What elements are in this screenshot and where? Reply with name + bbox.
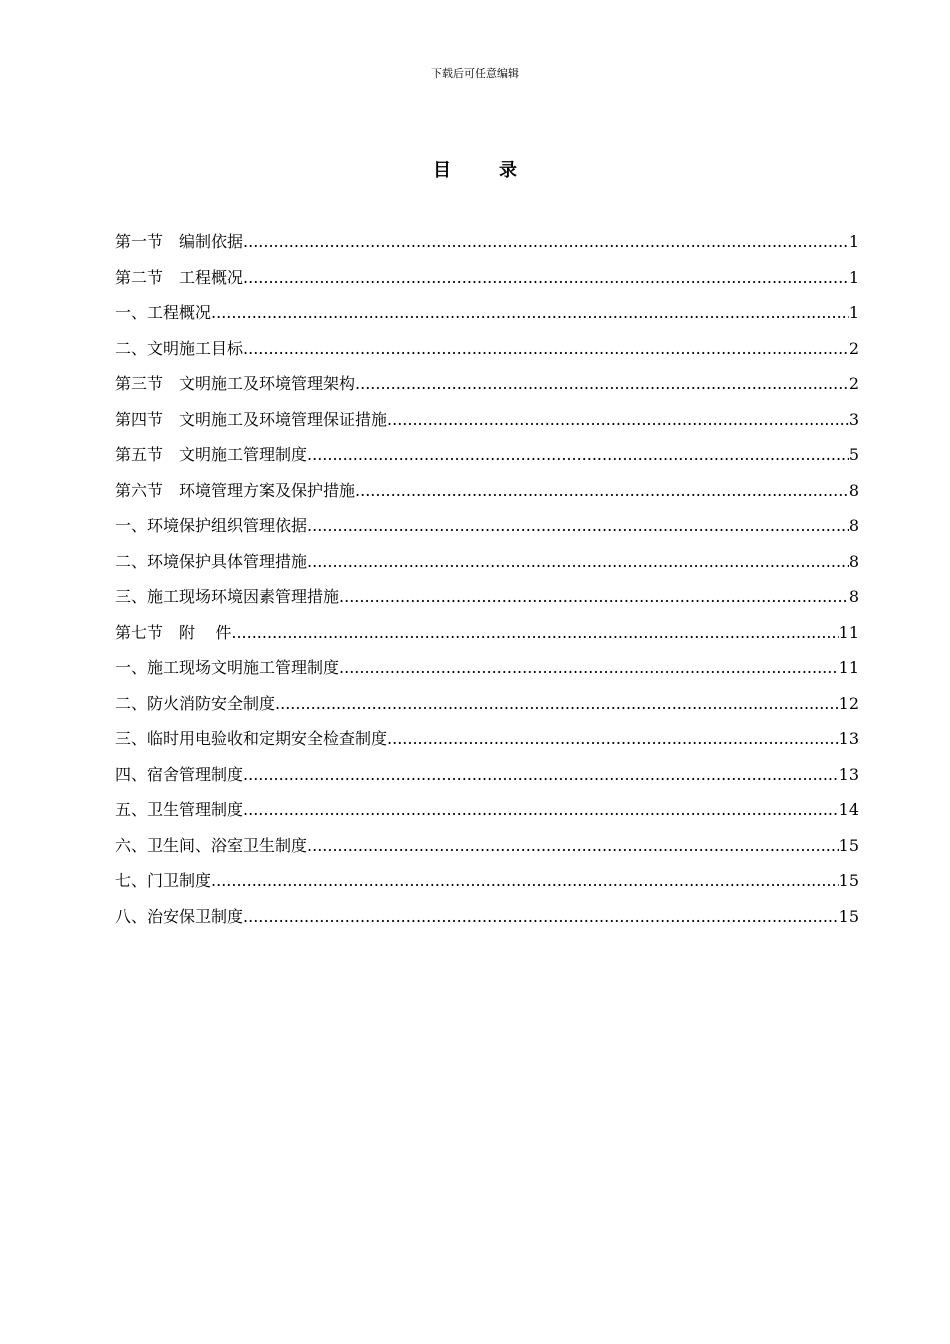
toc-entry-title: 二、文明施工目标 — [115, 338, 244, 358]
toc-entry[interactable] — [115, 402, 859, 438]
toc-leader-dots — [387, 402, 849, 438]
toc-entry-title: 编制依据 — [179, 232, 244, 251]
toc-entry-page: 13 — [838, 764, 859, 784]
toc-entry[interactable] — [115, 615, 859, 651]
toc-entry[interactable] — [115, 686, 859, 722]
toc-entry-title: 文明施工及环境管理架构 — [179, 374, 356, 393]
toc-leader-dots — [339, 579, 849, 615]
toc-entry-title: 六、卫生间、浴室卫生制度 — [115, 835, 308, 855]
toc-entry-title: 二、环境保护具体管理措施 — [115, 551, 308, 571]
toc-entry-title: 三、临时用电验收和定期安全检查制度 — [115, 729, 388, 748]
toc-leader-dots — [211, 863, 839, 899]
toc-entry-title: 文明施工管理制度 — [179, 445, 308, 464]
toc-entry-title: 一、环境保护组织管理依据 — [115, 516, 308, 535]
toc-entry[interactable] — [115, 437, 859, 473]
toc-entry-page: 8 — [848, 587, 859, 606]
toc-entry-title: 附 件 — [179, 622, 232, 642]
toc-entry[interactable] — [115, 899, 859, 935]
toc-entry-page: 15 — [838, 871, 859, 890]
toc-entry-page: 14 — [838, 800, 859, 819]
toc-entry-title: 二、防火消防安全制度 — [115, 693, 276, 713]
toc-entry[interactable] — [115, 757, 859, 793]
toc-entry-page: 1 — [848, 232, 859, 251]
toc-entry-number: 第六节 — [115, 480, 164, 500]
toc-entry[interactable] — [115, 579, 859, 615]
toc-leader-dots — [307, 544, 849, 580]
toc-entry-page: 15 — [838, 906, 859, 926]
toc-entry-title: 四、宿舍管理制度 — [115, 764, 244, 784]
toc-entry-page: 2 — [848, 338, 859, 358]
toc-entry-number: 第二节 — [115, 267, 164, 287]
toc-entry[interactable] — [115, 650, 859, 686]
toc-leader-dots — [211, 295, 849, 331]
toc-entry-title: 七、门卫制度 — [115, 871, 212, 890]
toc-leader-dots — [307, 508, 849, 544]
toc-entry[interactable] — [115, 828, 859, 864]
toc-leader-dots — [231, 615, 838, 651]
toc-entry-number: 第四节 — [115, 409, 164, 429]
toc-entry-title: 一、工程概况 — [115, 303, 212, 322]
toc-entry[interactable] — [115, 544, 859, 580]
toc-entry-page: 1 — [848, 267, 859, 287]
toc-leader-dots — [275, 686, 839, 722]
toc-entry-title: 三、施工现场环境因素管理措施 — [115, 587, 340, 606]
toc-leader-dots — [355, 473, 849, 509]
toc-entry[interactable] — [115, 508, 859, 544]
toc-leader-dots — [243, 224, 849, 260]
toc-entry-number: 第三节 — [115, 374, 164, 393]
toc-entry-page: 13 — [838, 729, 859, 748]
toc-entry[interactable] — [115, 721, 859, 757]
toc-entry-title: 八、治安保卫制度 — [115, 906, 244, 926]
toc-entry-title: 一、施工现场文明施工管理制度 — [115, 658, 340, 677]
toc-entry-page: 12 — [838, 693, 859, 713]
toc-entry[interactable] — [115, 260, 859, 296]
toc-entry-page: 5 — [848, 445, 859, 464]
toc-leader-dots — [243, 792, 839, 828]
toc-entry-title: 五、卫生管理制度 — [115, 800, 244, 819]
toc-entry-page: 8 — [848, 516, 859, 535]
toc-entry[interactable] — [115, 224, 859, 260]
toc-leader-dots — [243, 757, 839, 793]
toc-entry-page: 8 — [848, 480, 859, 500]
toc-entry[interactable] — [115, 331, 859, 367]
toc-entry-title: 工程概况 — [179, 267, 244, 287]
toc-entry[interactable] — [115, 863, 859, 899]
toc-entry-page: 3 — [848, 409, 859, 429]
toc-entry-number: 第五节 — [115, 445, 164, 464]
toc-entry[interactable] — [115, 473, 859, 509]
toc-leader-dots — [307, 828, 839, 864]
toc-leader-dots — [339, 650, 839, 686]
toc-entry-page: 15 — [838, 835, 859, 855]
toc-leader-dots — [243, 331, 849, 367]
toc-list — [115, 224, 859, 934]
toc-leader-dots — [387, 721, 839, 757]
toc-title — [0, 159, 950, 183]
toc-entry-number: 第七节 — [115, 622, 164, 642]
toc-leader-dots — [307, 437, 849, 473]
toc-entry-title: 文明施工及环境管理保证措施 — [179, 409, 388, 429]
toc-leader-dots — [243, 899, 839, 935]
toc-title-part1: 目 — [433, 160, 451, 181]
toc-entry-page: 11 — [838, 658, 859, 677]
toc-entry-page: 2 — [848, 374, 859, 393]
toc-title-part2: 录 — [499, 160, 517, 181]
page-header: 下载后可任意编辑 — [431, 67, 519, 80]
toc-entry[interactable] — [115, 366, 859, 402]
toc-leader-dots — [355, 366, 849, 402]
toc-leader-dots — [243, 260, 849, 296]
toc-entry-page: 8 — [848, 551, 859, 571]
toc-entry[interactable] — [115, 295, 859, 331]
toc-entry-number: 第一节 — [115, 232, 164, 251]
toc-entry-page: 11 — [838, 622, 859, 642]
toc-entry-title: 环境管理方案及保护措施 — [179, 480, 356, 500]
toc-entry[interactable] — [115, 792, 859, 828]
toc-entry-page: 1 — [848, 303, 859, 322]
